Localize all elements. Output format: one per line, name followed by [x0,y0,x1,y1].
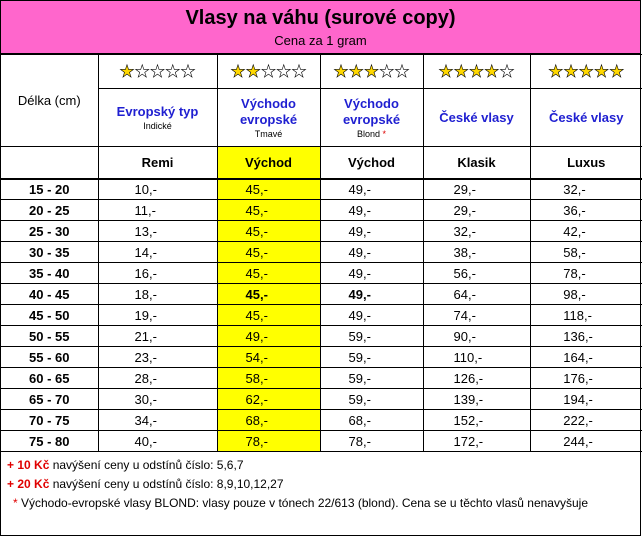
price-value: 49,- [348,265,371,281]
star-empty-icon: ★ [394,62,410,81]
star-empty-icon: ★ [499,62,515,81]
table-row [1,389,642,410]
page-subtitle: Cena za 1 gram [274,33,367,48]
length-cell: 50 - 55 [1,326,98,347]
price-cell [98,410,217,431]
price-value: 45,- [245,265,268,281]
price-value: 49,- [348,286,371,302]
type-row [1,147,642,179]
note-2-text: navýšení ceny u odstínů číslo: 8,9,10,12,27 [49,477,284,491]
price-cell [530,347,642,368]
price-cell [320,200,423,221]
price-value: 10,- [134,181,157,197]
price-cell [423,242,530,263]
price-value: 40,- [134,433,157,449]
price-value: 62,- [245,391,268,407]
star-rating [333,62,409,81]
category-cell [320,89,423,147]
price-cell [217,389,320,410]
category-name: České vlasy [549,109,624,125]
price-cell [320,347,423,368]
price-value: 49,- [348,181,371,197]
price-cell [530,263,642,284]
price-value: 59,- [348,391,371,407]
price-value: 45,- [245,286,268,302]
star-filled-icon: ★ [563,62,579,81]
price-cell [98,347,217,368]
price-cell [423,347,530,368]
length-cell: 70 - 75 [1,410,98,431]
star-filled-icon: ★ [119,62,135,81]
price-value: 29,- [453,181,476,197]
price-value: 49,- [348,307,371,323]
category-subtitle [218,128,320,140]
category-subtitle-text: Blond [356,128,380,139]
length-cell: 45 - 50 [1,305,98,326]
price-cell [98,221,217,242]
price-cell [423,284,530,305]
asterisk-mark: * [382,128,387,139]
price-cell [423,431,530,452]
table-row [1,200,642,221]
price-cell [423,305,530,326]
star-empty-icon: ★ [165,62,181,81]
price-cell [423,221,530,242]
price-value: 59,- [348,328,371,344]
star-empty-icon: ★ [291,62,307,81]
price-value: 59,- [348,349,371,365]
price-value: 49,- [348,202,371,218]
price-value: 58,- [245,370,268,386]
price-cell [320,431,423,452]
price-value: 14,- [134,244,157,260]
star-filled-icon: ★ [230,62,246,81]
category-subtitle-text: Indické [143,120,172,131]
rating-cell [530,55,642,89]
length-cell: 15 - 20 [1,179,98,200]
length-cell: 60 - 65 [1,368,98,389]
note-1-text: navýšení ceny u odstínů číslo: 5,6,7 [49,458,244,472]
price-cell [217,368,320,389]
price-value: 110,- [453,349,483,365]
price-value: 90,- [453,328,476,344]
star-empty-icon: ★ [379,62,395,81]
price-cell [530,410,642,431]
price-cell [98,284,217,305]
note-2-prefix: + 20 Kč [7,477,50,491]
note-1 [7,456,634,475]
price-cell [530,305,642,326]
price-value: 49,- [245,328,268,344]
price-value: 78,- [563,265,586,281]
price-cell [98,368,217,389]
price-cell [423,368,530,389]
star-empty-icon: ★ [149,62,166,81]
length-cell: 20 - 25 [1,200,98,221]
price-cell [217,284,320,305]
price-value: 74,- [453,307,476,323]
star-empty-icon: ★ [134,62,150,81]
table-row [1,305,642,326]
header [1,1,640,54]
price-value: 45,- [245,244,268,260]
table-row [1,326,642,347]
price-value: 98,- [563,286,586,302]
price-cell [217,410,320,431]
price-cell [217,326,320,347]
length-cell: 35 - 40 [1,263,98,284]
price-value: 11,- [134,202,156,218]
price-cell [217,305,320,326]
star-filled-icon: ★ [348,62,364,81]
notes [1,452,640,513]
length-cell: 65 - 70 [1,389,98,410]
length-cell: 40 - 45 [1,284,98,305]
category-cell [530,89,642,147]
type-cell: Východ [217,147,320,179]
star-filled-icon: ★ [333,62,349,81]
note-2 [7,475,634,494]
price-cell [530,221,642,242]
price-cell [217,242,320,263]
price-cell [217,221,320,242]
length-cell: 55 - 60 [1,347,98,368]
price-cell [320,368,423,389]
category-cell [98,89,217,147]
category-name: České vlasy [439,109,514,125]
category-name: Východo evropské [342,95,401,127]
price-cell [217,263,320,284]
price-cell [320,389,423,410]
category-subtitle [99,120,217,132]
price-cell [98,179,217,200]
price-cell [98,431,217,452]
type-cell: Remi [98,147,217,179]
price-value: 164,- [563,349,593,365]
type-cell: Klasik [423,147,530,179]
price-value: 45,- [245,307,268,323]
price-cell [530,242,642,263]
price-value: 176,- [563,370,593,386]
price-cell [320,284,423,305]
price-value: 38,- [453,244,476,260]
price-value: 13,- [134,223,157,239]
category-name: Evropský typ [116,103,199,119]
star-empty-icon: ★ [180,62,196,81]
price-cell [423,179,530,200]
category-name: Východo evropské [239,95,298,127]
rating-cell [320,55,423,89]
star-filled-icon: ★ [363,62,380,81]
price-cell [98,389,217,410]
price-value: 139,- [453,391,484,407]
table-row [1,431,642,452]
price-cell [98,305,217,326]
price-value: 78,- [348,433,371,449]
price-cell [530,326,642,347]
note-3-asterisk: * [13,496,18,510]
price-value: 19,- [134,307,157,323]
table-row [1,221,642,242]
star-empty-icon: ★ [276,62,292,81]
price-value: 21,- [134,328,157,344]
price-cell [320,179,423,200]
price-cell [423,410,530,431]
price-value: 36,- [563,202,586,218]
star-rating [119,62,195,81]
price-value: 222,- [563,412,593,428]
price-value: 34,- [134,412,157,428]
price-value: 68,- [245,412,268,428]
length-cell: 75 - 80 [1,431,98,452]
price-value: 18,- [134,286,157,302]
star-filled-icon: ★ [484,62,500,81]
price-value: 78,- [245,433,268,449]
price-value: 49,- [348,244,371,260]
star-rating [438,62,514,81]
note-3-text: Východo-evropské vlasy BLOND: vlasy pouze v tónech 22/613 (blond). Cena se u těchto vlasů nenavyšuje [17,496,588,510]
price-value: 59,- [348,370,371,386]
type-cell: Východ [320,147,423,179]
price-value: 118,- [563,307,592,323]
table-row [1,410,642,431]
price-cell [423,389,530,410]
price-value: 28,- [134,370,157,386]
star-filled-icon: ★ [438,62,454,81]
length-header: Délka (cm) [1,55,98,147]
rating-row [1,55,642,89]
table-row [1,368,642,389]
category-cell [217,89,320,147]
price-cell [320,326,423,347]
price-value: 126,- [453,370,484,386]
rating-cell [423,55,530,89]
price-cell [530,284,642,305]
table-row [1,284,642,305]
price-value: 136,- [563,328,593,344]
price-cell [320,263,423,284]
star-empty-icon: ★ [260,62,277,81]
price-value: 32,- [563,181,586,197]
price-cell [423,263,530,284]
price-cell [98,200,217,221]
type-cell: Luxus [530,147,642,179]
price-cell [530,431,642,452]
price-cell [320,410,423,431]
price-cell [320,242,423,263]
price-value: 68,- [348,412,371,428]
star-filled-icon: ★ [453,62,469,81]
price-cell [423,326,530,347]
price-value: 58,- [563,244,586,260]
price-value: 45,- [245,223,268,239]
star-filled-icon: ★ [609,62,625,81]
note-1-prefix: + 10 Kč [7,458,50,472]
star-filled-icon: ★ [468,62,485,81]
price-cell [217,431,320,452]
price-value: 23,- [134,349,157,365]
category-subtitle [321,128,423,140]
category-row [1,89,642,147]
price-value: 56,- [453,265,476,281]
price-cell [98,326,217,347]
category-cell [423,89,530,147]
price-cell [98,242,217,263]
type-cell-empty [1,147,98,179]
star-rating [548,62,624,81]
price-value: 30,- [134,391,157,407]
price-cell [320,305,423,326]
table-row [1,347,642,368]
price-cell [423,200,530,221]
length-cell: 25 - 30 [1,221,98,242]
star-filled-icon: ★ [245,62,261,81]
price-value: 42,- [563,223,586,239]
star-filled-icon: ★ [593,62,610,81]
price-value: 16,- [134,265,157,281]
price-value: 45,- [245,202,268,218]
price-value: 194,- [563,391,593,407]
price-value: 172,- [453,433,484,449]
note-3 [7,494,634,513]
price-cell [217,179,320,200]
category-subtitle-text: Tmavé [254,128,283,139]
rating-cell [98,55,217,89]
price-value: 32,- [453,223,476,239]
price-cell [320,221,423,242]
price-cell [530,389,642,410]
price-cell [217,200,320,221]
table-row [1,242,642,263]
page-title: Vlasy na váhu (surové copy) [185,7,456,29]
price-cell [530,368,642,389]
price-value: 45,- [245,181,268,197]
rating-cell [217,55,320,89]
price-table [1,54,642,452]
star-rating [230,62,306,81]
price-value: 54,- [245,349,268,365]
star-filled-icon: ★ [548,62,564,81]
price-cell [217,347,320,368]
price-cell [98,263,217,284]
price-cell [530,200,642,221]
price-value: 64,- [453,286,476,302]
star-filled-icon: ★ [578,62,594,81]
table-row [1,263,642,284]
price-value: 244,- [563,433,593,449]
price-cell [530,179,642,200]
table-row [1,179,642,200]
price-value: 29,- [453,202,476,218]
price-value: 49,- [348,223,371,239]
length-cell: 30 - 35 [1,242,98,263]
price-value: 152,- [453,412,484,428]
